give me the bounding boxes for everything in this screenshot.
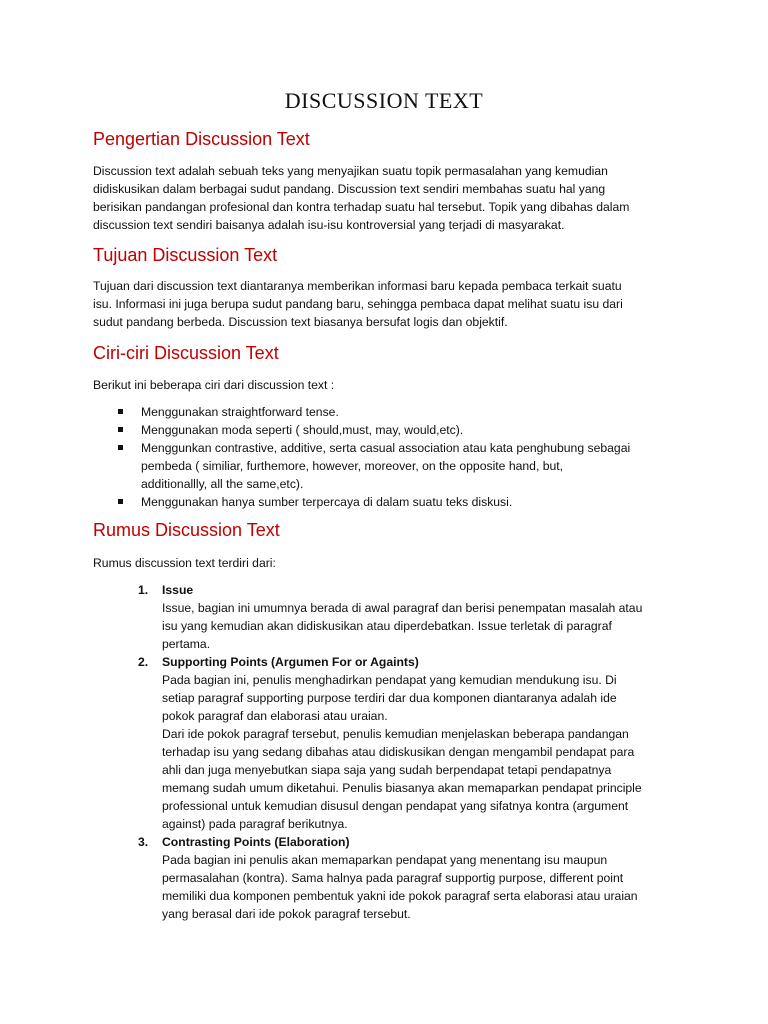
list-item-line: additionallly, all the same,etc). bbox=[141, 477, 304, 491]
list-item-line: pokok paragraf dan elaborasi atau uraian. bbox=[162, 709, 388, 723]
paragraph-line: discussion text sendiri baisanya adalah isu-isu kontroversial yang terjadi di masyarakat. bbox=[93, 218, 565, 232]
bullet-icon bbox=[118, 409, 123, 414]
list-item-line: ahli dan juga menyebutkan siapa saja yang sudah berpendapat tetapi pendapatnya bbox=[162, 763, 612, 777]
list-item-line: Pada bagian ini, penulis menghadirkan pendapat yang kemudian mendukung isu. Di bbox=[162, 673, 617, 687]
list-item-line: Menggunakan hanya sumber terpercaya di dalam suatu teks diskusi. bbox=[141, 495, 513, 509]
list-item bbox=[93, 581, 693, 653]
list-item-line: memang sudah umum diketahui. Penulis biasanya akan memaparkan pendapat principle bbox=[162, 781, 642, 795]
list-item-line: Dari ide pokok paragraf tersebut, penulis kemudian menjelaskan beberapa pandangan bbox=[162, 727, 629, 741]
paragraph-line: berisikan pandangan profesional dan kontra terhadap suatu hal tersebut. Topik yang dibahas dalam bbox=[93, 200, 630, 214]
list-item-line: setiap paragraf supporting purpose terdiri dar dua komponen diantaranya adalah ide bbox=[162, 691, 617, 705]
list-number: 2. bbox=[138, 655, 149, 669]
list-item bbox=[93, 421, 693, 439]
list-item-line: Issue, bagian ini umumnya berada di awal paragraf dan berisi penempatan masalah atau bbox=[162, 601, 643, 615]
list-item-title: Issue bbox=[162, 583, 194, 597]
list-item-line: pembeda ( similiar, furthemore, however, moreover, on the opposite hand, but, bbox=[141, 459, 564, 473]
list-item bbox=[93, 439, 693, 493]
list-item-line: Menggunakan moda seperti ( should,must, may, would,etc). bbox=[141, 423, 464, 437]
list-item-line: Menggunkan contrastive, additive, serta casual association atau kata penghubung sebagai bbox=[141, 441, 631, 455]
heading-ciri: Ciri-ciri Discussion Text bbox=[93, 343, 279, 363]
paragraph-rumus-intro: Rumus discussion text terdiri dari: bbox=[93, 556, 276, 570]
page-title: DISCUSSION TEXT bbox=[284, 88, 484, 113]
paragraph-tujuan bbox=[93, 277, 683, 331]
rumus-numbered-list bbox=[93, 581, 693, 923]
heading-tujuan: Tujuan Discussion Text bbox=[93, 245, 278, 265]
list-item-line: against) pada paragraf berikutnya. bbox=[162, 817, 348, 831]
list-item-line: terhadap isu yang sedang dibahas atau didiskusikan dengan mengambil pendapat para bbox=[162, 745, 635, 759]
list-item-line: professional untuk kemudian disusul dengan pendapat yang sifatnya kontra (argument bbox=[162, 799, 629, 813]
paragraph-line: Discussion text adalah sebuah teks yang menyajikan suatu topik permasalahan yang kemudian bbox=[93, 164, 608, 178]
list-item bbox=[93, 833, 693, 923]
list-item-line: permasalahan (kontra). Sama halnya pada paragraf supportig purpose, different point bbox=[162, 871, 624, 885]
ciri-bullet-list bbox=[93, 403, 693, 511]
list-item-line: Pada bagian ini penulis akan memaparkan pendapat yang menentang isu maupun bbox=[162, 853, 608, 867]
heading-pengertian: Pengertian Discussion Text bbox=[93, 129, 310, 149]
paragraph-line: isu. Informasi ini juga berupa sudut pandang baru, sehingga pembaca dapat melihat suatu isu dari bbox=[93, 297, 623, 311]
list-item-line: isu yang kemudian akan didiskusikan atau diperdebatkan. Issue terletak di paragraf bbox=[162, 619, 612, 633]
list-number: 3. bbox=[138, 835, 149, 849]
paragraph-line: Tujuan dari discussion text diantaranya memberikan informasi baru kepada pembaca terkait suatu bbox=[93, 279, 622, 293]
list-item-line: pertama. bbox=[162, 637, 211, 651]
list-number: 1. bbox=[138, 583, 149, 597]
list-item-line: memiliki dua komponen pembentuk yakni ide pokok paragraf serta elaborasi atau uraian bbox=[162, 889, 638, 903]
bullet-icon bbox=[118, 445, 123, 450]
paragraph-pengertian bbox=[93, 162, 683, 234]
bullet-icon bbox=[118, 427, 123, 432]
paragraph-line: sudut pandang berbeda. Discussion text biasanya bersufat logis dan objektif. bbox=[93, 315, 508, 329]
list-item-line: Menggunakan straightforward tense. bbox=[141, 405, 339, 419]
paragraph-ciri-intro: Berikut ini beberapa ciri dari discussion text : bbox=[93, 378, 335, 392]
heading-rumus: Rumus Discussion Text bbox=[93, 520, 280, 540]
paragraph-line: didiskusikan dalam berbagai sudut pandang. Discussion text sendiri membahas suatu hal yang bbox=[93, 182, 606, 196]
list-item-line: yang berasal dari ide pokok paragraf tersebut. bbox=[162, 907, 411, 921]
list-item bbox=[93, 403, 693, 421]
list-item bbox=[93, 493, 693, 511]
list-item-title: Supporting Points (Argumen For or Againts) bbox=[162, 655, 419, 669]
list-item bbox=[93, 653, 693, 833]
list-item-title: Contrasting Points (Elaboration) bbox=[162, 835, 350, 849]
bullet-icon bbox=[118, 499, 123, 504]
